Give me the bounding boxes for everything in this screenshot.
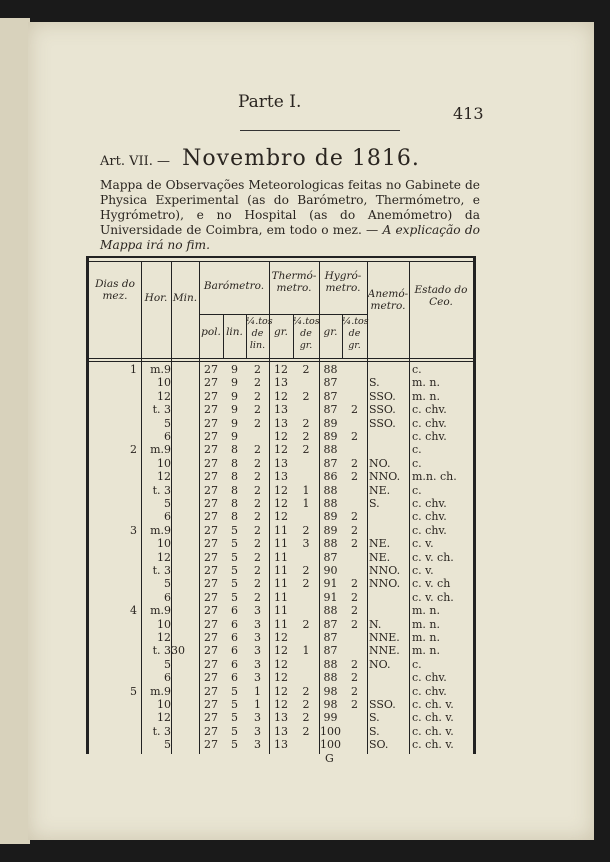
- cell-tq: 2: [302, 389, 310, 403]
- cell-hg: 100: [320, 738, 341, 752]
- header-lin: lin.: [226, 326, 243, 338]
- cell-tg: 13: [274, 711, 288, 725]
- cell-ec: c. chv.: [412, 497, 447, 510]
- cell-ql: 3: [254, 671, 261, 685]
- cell-lin: 9: [231, 376, 238, 390]
- cell-lin: 5: [231, 711, 238, 725]
- cell-tg: 12: [274, 497, 288, 510]
- cell-ec: c. chv.: [412, 684, 447, 698]
- header-anemometro: Anemó-metro.: [367, 288, 409, 312]
- cell-hor: 10: [157, 617, 171, 631]
- cell-ql: 1: [254, 698, 261, 711]
- cell-hor: 5: [164, 416, 171, 430]
- cell-lin: 6: [231, 644, 238, 658]
- cell-ql: 3: [254, 711, 261, 725]
- cell-ec: m. n.: [412, 376, 441, 390]
- cell-hor: 10: [157, 537, 171, 551]
- cell-ql: 3: [254, 631, 261, 644]
- cell-hg: 90: [323, 564, 338, 577]
- cell-tg: 12: [274, 671, 288, 685]
- cell-hor: 12: [157, 389, 171, 403]
- cell-lin: 5: [231, 577, 238, 591]
- cell-ec: c. ch. v.: [412, 724, 454, 738]
- article-label: Art. VII. —: [100, 154, 171, 169]
- facing-page-edge: [0, 18, 30, 844]
- cell-pol: 27: [204, 617, 218, 631]
- cell-hq: 2: [351, 657, 358, 671]
- cell-hg: 98: [323, 698, 338, 711]
- cell-tg: 11: [274, 617, 288, 631]
- cell-ql: 2: [254, 550, 261, 564]
- cell-ec: c. v. ch.: [412, 590, 454, 604]
- cell-an: NNO.: [369, 577, 401, 591]
- cell-tg: 11: [274, 550, 288, 564]
- cell-hor: t. 3: [152, 403, 171, 417]
- cell-ql: 2: [254, 443, 261, 457]
- cell-tg: 13: [274, 416, 288, 430]
- cell-ec: m. n.: [412, 631, 441, 644]
- cell-ec: c.: [412, 483, 422, 497]
- header-dias: Dias do mez.: [95, 278, 135, 302]
- cell-hg: 88: [323, 483, 338, 497]
- cell-ql: 2: [254, 389, 261, 403]
- cell-pol: 27: [204, 671, 218, 685]
- cell-lin: 5: [231, 684, 238, 698]
- cell-hor: m.9: [150, 523, 171, 537]
- cell-hg: 91: [323, 577, 338, 591]
- cell-lin: 9: [231, 403, 238, 417]
- cell-hg: 91: [323, 590, 338, 604]
- cell-hor: 6: [164, 430, 171, 443]
- cell-tq: 2: [302, 416, 310, 430]
- cell-ec: c. v. ch: [412, 577, 451, 591]
- cell-pol: 27: [204, 698, 218, 711]
- cell-hq: 2: [351, 590, 358, 604]
- cell-tg: 11: [274, 537, 288, 551]
- cell-hq: 2: [351, 470, 358, 484]
- signature-mark: G: [325, 752, 334, 765]
- cell-ec: c. ch. v.: [412, 738, 454, 752]
- cell-pol: 27: [204, 497, 218, 510]
- cell-ec: c. chv.: [412, 671, 447, 685]
- cell-lin: 5: [231, 537, 238, 551]
- cell-tq: 3: [302, 537, 310, 551]
- cell-lin: 5: [231, 738, 238, 752]
- cell-hor: 6: [164, 671, 171, 685]
- intro-paragraph: [100, 178, 480, 253]
- cell-lin: 6: [231, 617, 238, 631]
- cell-ec: m. n.: [412, 644, 441, 658]
- cell-ec: c.: [412, 363, 422, 376]
- cell-hq: 2: [351, 671, 358, 685]
- cell-pol: 27: [204, 738, 218, 752]
- cell-tq: 1: [302, 483, 310, 497]
- cell-tq: 2: [302, 617, 310, 631]
- cell-ec: c.: [412, 443, 422, 457]
- header-min: Min.: [172, 292, 198, 304]
- cell-pol: 27: [204, 523, 218, 537]
- cell-hg: 98: [323, 684, 338, 698]
- cell-pol: 27: [204, 604, 218, 618]
- cell-ec: c. v.: [412, 537, 434, 551]
- cell-tg: 11: [274, 523, 288, 537]
- cell-tg: 12: [274, 430, 288, 443]
- cell-tq: 2: [302, 564, 310, 577]
- cell-pol: 27: [204, 657, 218, 671]
- cell-tq: 2: [302, 724, 310, 738]
- cell-hg: 88: [323, 657, 338, 671]
- cell-ql: 2: [254, 363, 261, 376]
- cell-hg: 88: [323, 497, 338, 510]
- cell-hor: 10: [157, 456, 171, 470]
- cell-hg: 89: [323, 510, 338, 524]
- cell-hor: 6: [164, 590, 171, 604]
- cell-lin: 8: [231, 456, 238, 470]
- cell-ql: 3: [254, 724, 261, 738]
- cell-an: S.: [369, 497, 380, 510]
- cell-hg: 88: [323, 363, 338, 376]
- cell-lin: 6: [231, 604, 238, 618]
- cell-hor: 6: [164, 510, 171, 524]
- cell-pol: 27: [204, 724, 218, 738]
- cell-pol: 27: [204, 577, 218, 591]
- cell-ec: m. n.: [412, 617, 441, 631]
- cell-ql: 3: [254, 644, 261, 658]
- cell-an: N.: [369, 617, 382, 631]
- cell-lin: 6: [231, 657, 238, 671]
- cell-pol: 27: [204, 590, 218, 604]
- cell-ec: c. ch. v.: [412, 698, 454, 711]
- header-gr-hygro: gr.: [323, 326, 338, 338]
- cell-tq: 2: [302, 711, 310, 725]
- cell-an: NE.: [369, 483, 391, 497]
- cell-ql: 2: [254, 483, 261, 497]
- cell-an: NNO.: [369, 470, 401, 484]
- cell-an: SO.: [369, 738, 389, 752]
- cell-pol: 27: [204, 550, 218, 564]
- cell-hor: 12: [157, 631, 171, 644]
- cell-hq: 2: [351, 430, 358, 443]
- article-heading: [100, 146, 420, 171]
- cell-ec: c. chv.: [412, 510, 447, 524]
- cell-hg: 87: [323, 389, 338, 403]
- cell-tg: 13: [274, 403, 288, 417]
- cell-hor: 5: [164, 577, 171, 591]
- cell-an: SSO.: [369, 389, 396, 403]
- cell-hor: m.9: [150, 604, 171, 618]
- cell-hg: 99: [323, 711, 338, 725]
- cell-tg: 11: [274, 564, 288, 577]
- cell-hg: 87: [323, 456, 338, 470]
- header-hygrometro: Hygró-metro.: [324, 270, 362, 294]
- cell-pol: 27: [204, 363, 218, 376]
- cell-ql: 2: [254, 416, 261, 430]
- cell-hq: 2: [351, 604, 358, 618]
- cell-hg: 87: [323, 617, 338, 631]
- cell-ql: 2: [254, 470, 261, 484]
- cell-hor: m.9: [150, 684, 171, 698]
- observations-table: [86, 256, 476, 754]
- cell-an: NO.: [369, 456, 391, 470]
- cell-hg: 87: [323, 550, 338, 564]
- header-thermometro: Thermó-metro.: [271, 270, 317, 294]
- cell-an: S.: [369, 711, 380, 725]
- cell-ql: 2: [254, 564, 261, 577]
- cell-lin: 9: [231, 363, 238, 376]
- cell-ql: 2: [254, 376, 261, 390]
- cell-hg: 100: [320, 724, 341, 738]
- cell-tq: 1: [302, 644, 310, 658]
- cell-pol: 27: [204, 684, 218, 698]
- cell-dia: 3: [130, 523, 137, 537]
- cell-hg: 89: [323, 416, 338, 430]
- cell-tq: 2: [302, 577, 310, 591]
- cell-hq: 2: [351, 403, 358, 417]
- cell-tg: 12: [274, 510, 288, 524]
- cell-ql: 2: [254, 590, 261, 604]
- intro-text: Mappa de Observações Meteorologicas feitas no Gabinete de Physica Experimental (as do Barómetro, Thermómetro, e Hygrómetro), e no Hospital (as do Anemómetro) da Universidade de Coimbra, em todo o mez. —: [100, 178, 480, 237]
- cell-hg: 88: [323, 537, 338, 551]
- cell-ql: 2: [254, 510, 261, 524]
- cell-hor: 10: [157, 698, 171, 711]
- cell-ql: 1: [254, 684, 261, 698]
- cell-an: NO.: [369, 657, 391, 671]
- cell-tg: 13: [274, 738, 288, 752]
- cell-lin: 9: [231, 389, 238, 403]
- cell-ql: 2: [254, 537, 261, 551]
- cell-pol: 27: [204, 389, 218, 403]
- header-estado: Estado do Ceo.: [414, 284, 468, 308]
- cell-tq: 2: [302, 430, 310, 443]
- header-gr-therm: gr.: [274, 326, 288, 338]
- cell-lin: 8: [231, 510, 238, 524]
- cell-an: SSO.: [369, 403, 396, 417]
- page-number: 413: [453, 104, 484, 123]
- cell-pol: 27: [204, 564, 218, 577]
- cell-hg: 89: [323, 523, 338, 537]
- header-pol: pol.: [201, 326, 221, 338]
- cell-ec: c. chv.: [412, 416, 447, 430]
- cell-ec: m.n. ch.: [412, 470, 457, 484]
- cell-hg: 88: [323, 671, 338, 685]
- cell-hg: 88: [323, 443, 338, 457]
- cell-hq: 2: [351, 698, 358, 711]
- cell-an: NE.: [369, 550, 391, 564]
- cell-an: NNO.: [369, 564, 401, 577]
- cell-hor: 5: [164, 738, 171, 752]
- cell-pol: 27: [204, 416, 218, 430]
- cell-tg: 13: [274, 724, 288, 738]
- cell-pol: 27: [204, 631, 218, 644]
- cell-lin: 8: [231, 470, 238, 484]
- intro-explanation: A explicação do Mappa irá no fim.: [100, 223, 480, 252]
- cell-lin: 5: [231, 724, 238, 738]
- cell-ec: m. n.: [412, 389, 441, 403]
- cell-hq: 2: [351, 456, 358, 470]
- header-quartos-gr-therm: ¼.tos de gr.: [293, 316, 320, 351]
- cell-ec: c. chv.: [412, 403, 447, 417]
- cell-pol: 27: [204, 403, 218, 417]
- cell-hq: 2: [351, 523, 358, 537]
- cell-pol: 27: [204, 470, 218, 484]
- cell-lin: 9: [231, 416, 238, 430]
- cell-an: SSO.: [369, 698, 396, 711]
- cell-ec: c. chv.: [412, 523, 447, 537]
- cell-hq: 2: [351, 537, 358, 551]
- cell-hor: 10: [157, 376, 171, 390]
- cell-pol: 27: [204, 644, 218, 658]
- cell-tg: 13: [274, 376, 288, 390]
- cell-tg: 11: [274, 604, 288, 618]
- cell-an: S.: [369, 724, 380, 738]
- cell-tg: 12: [274, 698, 288, 711]
- cell-tg: 12: [274, 483, 288, 497]
- cell-ec: c. chv.: [412, 430, 447, 443]
- cell-ec: c. v.: [412, 564, 434, 577]
- cell-tg: 11: [274, 590, 288, 604]
- cell-hg: 87: [323, 644, 338, 658]
- cell-hq: 2: [351, 617, 358, 631]
- cell-hg: 88: [323, 604, 338, 618]
- cell-hq: 2: [351, 577, 358, 591]
- header-quartos-gr-hygro: ¼.tos de gr.: [342, 316, 369, 351]
- cell-an: SSO.: [369, 416, 396, 430]
- header-hor: Hor.: [144, 292, 168, 304]
- cell-hor: 5: [164, 657, 171, 671]
- cell-hg: 89: [323, 430, 338, 443]
- cell-hg: 87: [323, 403, 338, 417]
- cell-pol: 27: [204, 443, 218, 457]
- cell-tq: 2: [302, 684, 310, 698]
- cell-tg: 13: [274, 470, 288, 484]
- cell-hg: 87: [323, 376, 338, 390]
- cell-ec: c.: [412, 657, 422, 671]
- cell-hq: 2: [351, 510, 358, 524]
- cell-lin: 8: [231, 497, 238, 510]
- cell-hg: 87: [323, 631, 338, 644]
- running-head: Parte I.: [238, 92, 302, 112]
- cell-tq: 1: [302, 497, 310, 510]
- cell-hor: 5: [164, 497, 171, 510]
- cell-dia: 4: [130, 604, 137, 618]
- cell-ec: m. n.: [412, 604, 441, 618]
- cell-hor: 12: [157, 550, 171, 564]
- cell-min: 30: [171, 644, 185, 658]
- cell-an: S.: [369, 376, 380, 390]
- cell-ql: 2: [254, 456, 261, 470]
- cell-pol: 27: [204, 537, 218, 551]
- cell-pol: 27: [204, 430, 218, 443]
- cell-ql: 2: [254, 497, 261, 510]
- cell-lin: 5: [231, 564, 238, 577]
- cell-lin: 6: [231, 631, 238, 644]
- cell-ql: 3: [254, 617, 261, 631]
- cell-dia: 1: [130, 363, 137, 376]
- cell-hor: m.9: [150, 443, 171, 457]
- cell-hor: t. 3: [152, 644, 171, 658]
- cell-pol: 27: [204, 376, 218, 390]
- cell-ql: 2: [254, 523, 261, 537]
- cell-tg: 12: [274, 443, 288, 457]
- cell-lin: 5: [231, 550, 238, 564]
- cell-lin: 5: [231, 590, 238, 604]
- cell-pol: 27: [204, 483, 218, 497]
- cell-tg: 12: [274, 644, 288, 658]
- cell-an: NNE.: [369, 644, 400, 658]
- header-barometro: Barómetro.: [203, 280, 265, 292]
- cell-ec: c. v. ch.: [412, 550, 454, 564]
- cell-tg: 11: [274, 577, 288, 591]
- cell-tg: 12: [274, 657, 288, 671]
- cell-tq: 2: [302, 523, 310, 537]
- cell-hq: 2: [351, 684, 358, 698]
- cell-hor: 12: [157, 470, 171, 484]
- cell-tq: 2: [302, 698, 310, 711]
- cell-lin: 9: [231, 430, 238, 443]
- cell-tq: 2: [302, 363, 310, 376]
- header-rule: [240, 130, 400, 131]
- cell-lin: 8: [231, 443, 238, 457]
- cell-lin: 5: [231, 698, 238, 711]
- cell-tg: 12: [274, 363, 288, 376]
- cell-ec: c.: [412, 456, 422, 470]
- cell-dia: 5: [130, 684, 137, 698]
- cell-ec: c. ch. v.: [412, 711, 454, 725]
- cell-an: NNE.: [369, 631, 400, 644]
- cell-hor: m.9: [150, 363, 171, 376]
- cell-tg: 13: [274, 456, 288, 470]
- cell-an: NE.: [369, 537, 391, 551]
- cell-lin: 6: [231, 671, 238, 685]
- cell-lin: 5: [231, 523, 238, 537]
- cell-tg: 12: [274, 684, 288, 698]
- cell-hg: 86: [323, 470, 338, 484]
- cell-dia: 2: [130, 443, 137, 457]
- article-title: Novembro de 1816.: [182, 146, 420, 171]
- cell-pol: 27: [204, 711, 218, 725]
- cell-hor: t. 3: [152, 724, 171, 738]
- cell-pol: 27: [204, 510, 218, 524]
- cell-ql: 3: [254, 738, 261, 752]
- header-quartos-lin: ¼.tos de lin.: [246, 316, 273, 351]
- cell-pol: 27: [204, 456, 218, 470]
- cell-tg: 12: [274, 389, 288, 403]
- cell-hor: 12: [157, 711, 171, 725]
- cell-ql: 2: [254, 403, 261, 417]
- cell-tq: 2: [302, 443, 310, 457]
- cell-tg: 12: [274, 631, 288, 644]
- cell-hor: t. 3: [152, 483, 171, 497]
- cell-ql: 3: [254, 657, 261, 671]
- cell-ql: 3: [254, 604, 261, 618]
- cell-ql: 2: [254, 577, 261, 591]
- cell-hor: t. 3: [152, 564, 171, 577]
- cell-lin: 8: [231, 483, 238, 497]
